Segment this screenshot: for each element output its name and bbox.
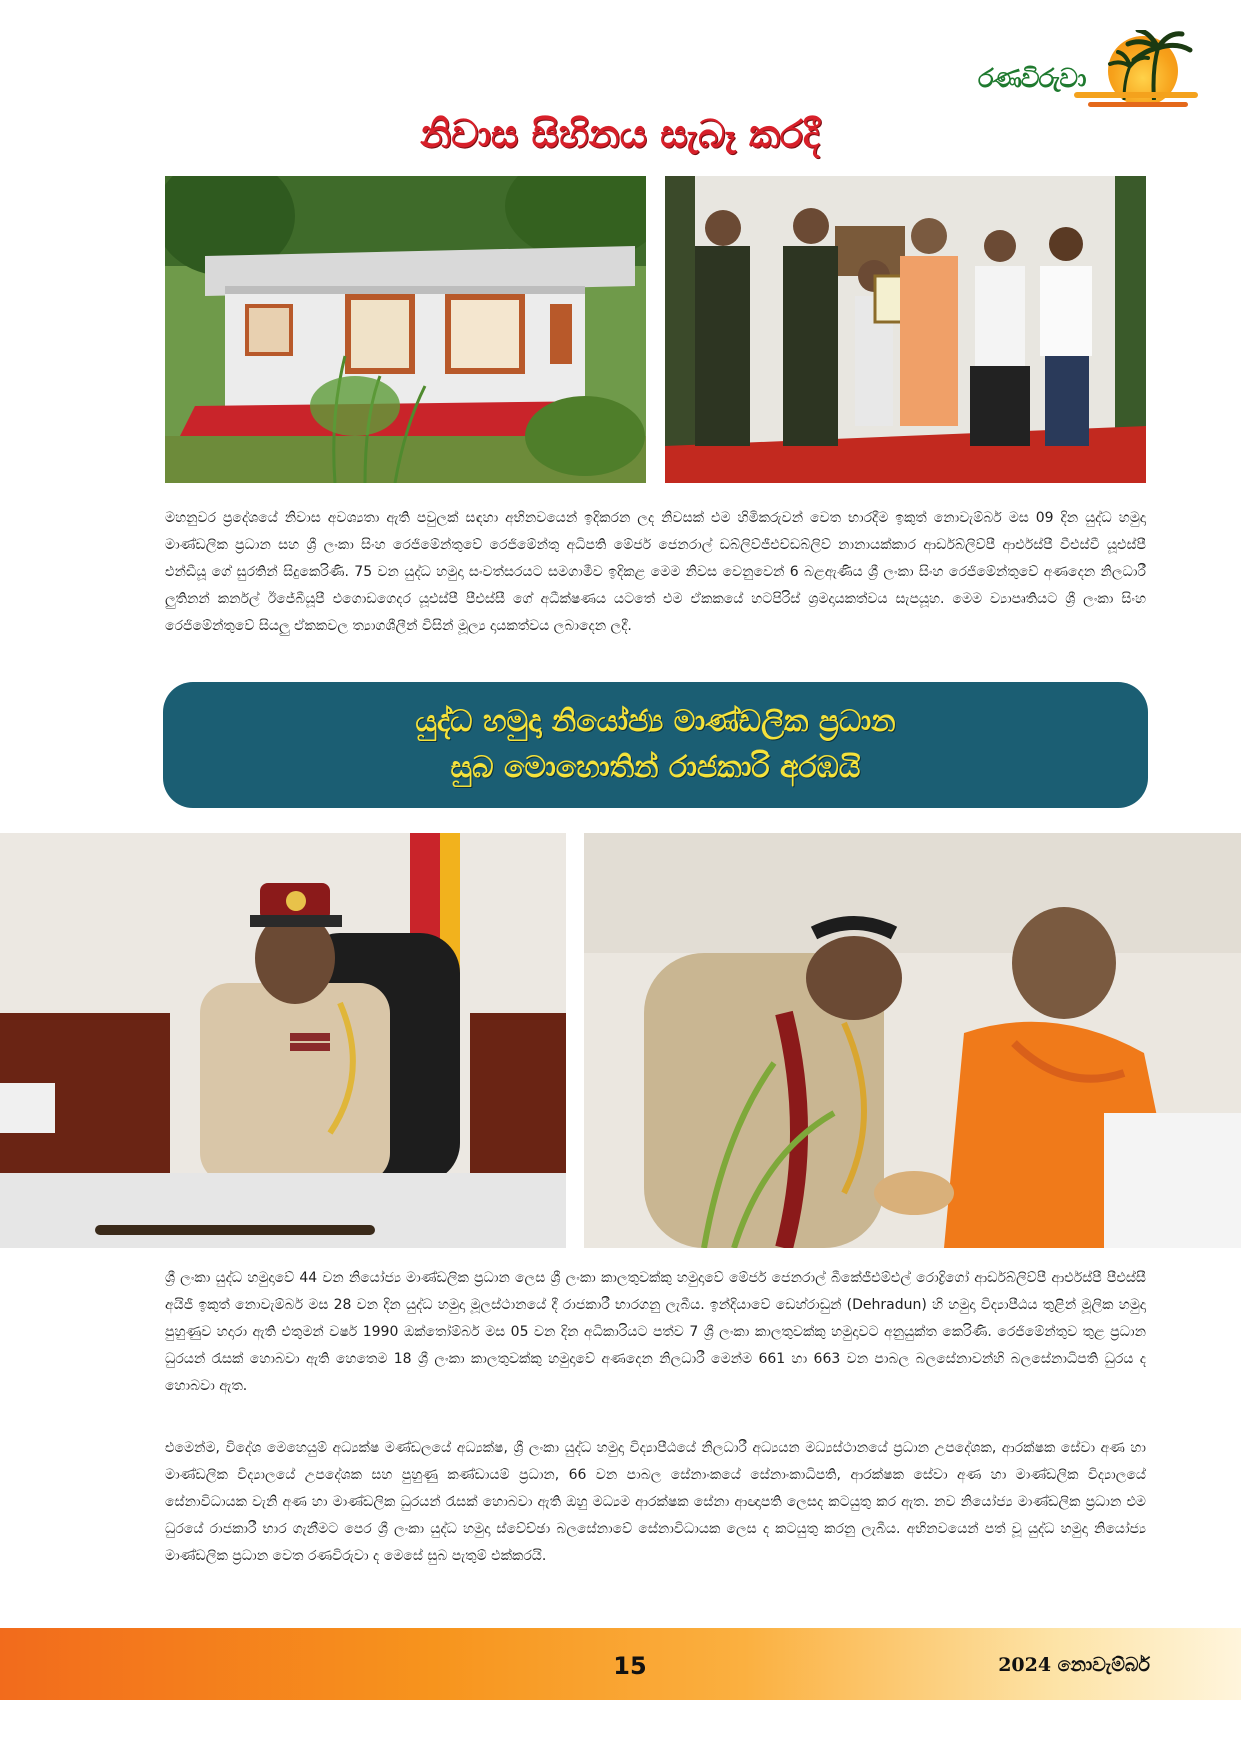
ceremony-photo	[665, 176, 1146, 483]
logo-text: රණවිරුවා	[978, 64, 1086, 94]
page-number: 15	[613, 1652, 647, 1680]
ranaviruwa-logo	[978, 30, 1200, 112]
blessing-ceremony-photo	[584, 833, 1241, 1248]
palm-tree-icon	[1094, 30, 1204, 100]
article-banner	[163, 682, 1148, 808]
house-photo	[165, 176, 646, 483]
article-body-paragraph-1: ශ්‍රී ලංකා යුද්ධ හමුදාවේ 44 වන නියෝජ්‍ය මාණ්ඩලික ප්‍රධාන ලෙස ශ්‍රී ලංකා කාලතුවක්කු හමුදාවේ මේජර් ජෙනරාල් බීකේජීඑම්එල් රොද්‍රිගෝ ආර්ඩබ්ලිව්පී ආර්එස්පී පීඑස්සී අයිජී ඉකුත් නොවැම්බර් මස 28 වන දින යුද්ධ හමුදා මූලස්ථානයේ දී රාජකාරී භාරගනු ලැබීය. ඉන්දියාවේ ඩෙහ්රාඩුන් (Dehradun) හි හමුදා විද්‍යාපීඨය තුළින් මූලික හමුදා පුහුණුව හදාරා ඇති එතුමන් වර්ෂ 1990 ඔක්තෝම්බර් මස 05 වන දින අධිකාරියට පත්ව 7 ශ්‍රී ලංකා කාලතුවක්කු හමුදාවට අනුයුක්ත කෙරිණි. රෙජිමේන්තුව තුළ ප්‍රධාන ධුරයන් රැසක් හොබවා ඇති හෙතෙම 18 ශ්‍රී ලංකා කාලතුවක්කු හමුදාවේ අණදෙන නිලධාරී මෙන්ම 661 හා 663 වන පාබල බලසේනාවන්හි බලසේනාධිපති ධුරය ද හොබවා ඇත.	[165, 1270, 1146, 1394]
banner-title-line-1: යුද්ධ හමුදා නියෝජ්‍ය මාණ්ඩලික ප්‍රධාන	[415, 704, 896, 739]
article-body-paragraph-2: එමෙන්ම, විදේශ මෙහෙයුම් අධ්‍යක්ෂ මණ්ඩලයේ අධ්‍යක්ෂ, ශ්‍රී ලංකා යුද්ධ හමුදා විද්‍යාපීඨයේ නිලධාරී අධ්‍යයන මධ්‍යස්ථානයේ ප්‍රධාන උපදේශක, ආරක්ෂක සේවා අණ හා මාණ්ඩලික විද්‍යාලයේ උපදේශක සහ පුහුණු කණ්ඩායම් ප්‍රධාන, 66 වන පාබල සේනාංකයේ සේනාංකාධිපති, ආරක්ෂක සේවා අණ හා මාණ්ඩලික විද්‍යාලයේ සේනාවිධායක වැනි අණ හා මාණ්ඩලික ධුරයන් රැසක් හොබවා ඇති ඔහු මධ්‍යම ආරක්ෂක සේනා ආඥාපති ලෙසද කටයුතු කර ඇත. නව නියෝජ්‍ය මාණ්ඩලික ප්‍රධාන එම ධුරයේ රාජකාරී භාර ගැනීමට පෙර ශ්‍රී ලංකා යුද්ධ හමුදා ස්වේච්ඡා බලසේනාවේ සේනාවිධායක ලෙස ද කටයුතු කරනු ලැබීය. අභිනවයෙන් පත් වූ යුද්ධ හමුදා නියෝජ්‍ය මාණ්ඩලික ප්‍රධාන වෙත රණවිරුවා ද මෙසේ සුබ පැතුම් එක්කරයි.	[165, 1440, 1146, 1564]
article-headline: නිවාස සිහිනය සැබෑ කරදී	[420, 112, 820, 156]
article-body: මහනුවර ප්‍රදේශයේ නිවාස අවශ්‍යතා ඇති පවුලක් සඳහා අභිනවයෙන් ඉදිකරන ලද නිවසක් එම හිමිකරුවන් වෙත භාරදීම ඉකුත් නොවැම්බර් මස 09 දින යුද්ධ හමුදා මාණ්ඩලික ප්‍රධාන සහ ශ්‍රී ලංකා සිංහ රෙජිමේන්තුවේ රෙජිමේන්තු අධිපති මේජර් ජෙනරාල් ඩබ්ලිව්ජීඑච්ඩබ්ලිව් නානායක්කාර ආර්ඩබ්ලිව්පී ආර්එස්පී වීඑස්වී යූඑස්පී එන්ඩීයූ ගේ සුරතින් සිදුකෙරිණි. 75 වන යුද්ධ හමුදා සංවත්සරයට සමගාමීව ඉදිකළ මෙම නිවස වෙනුවෙන් 6 බළඇණිය ශ්‍රී ලංකා සිංහ රෙජිමේන්තුවේ අණදෙන නිලධාරී ලුතිනන් කර්නල් ඊජේබීයූපී එගොඩගෙදර යූඑස්පී පීඑස්සී ගේ අධීක්ෂණය යටතේ එම ඒකකයේ හටපිරිස් ශ්‍රමදායකත්වය සැපයූහ. මෙම ව්‍යාපෘතියට ශ්‍රී ලංකා සිංහ රෙජිමේන්තුවේ සියලු ඒකකවල ත්‍යාගශීලීන් විසින් මූල්‍ය දායකත්වය ලබාදෙන ලදී.	[165, 510, 1146, 634]
commander-portrait-photo	[0, 833, 566, 1248]
issue-date: 2024 නොවැම්බර්	[998, 1654, 1150, 1676]
banner-title-line-2: සුබ මොහොතින් රාජකාරි අරඹයි	[450, 750, 861, 785]
